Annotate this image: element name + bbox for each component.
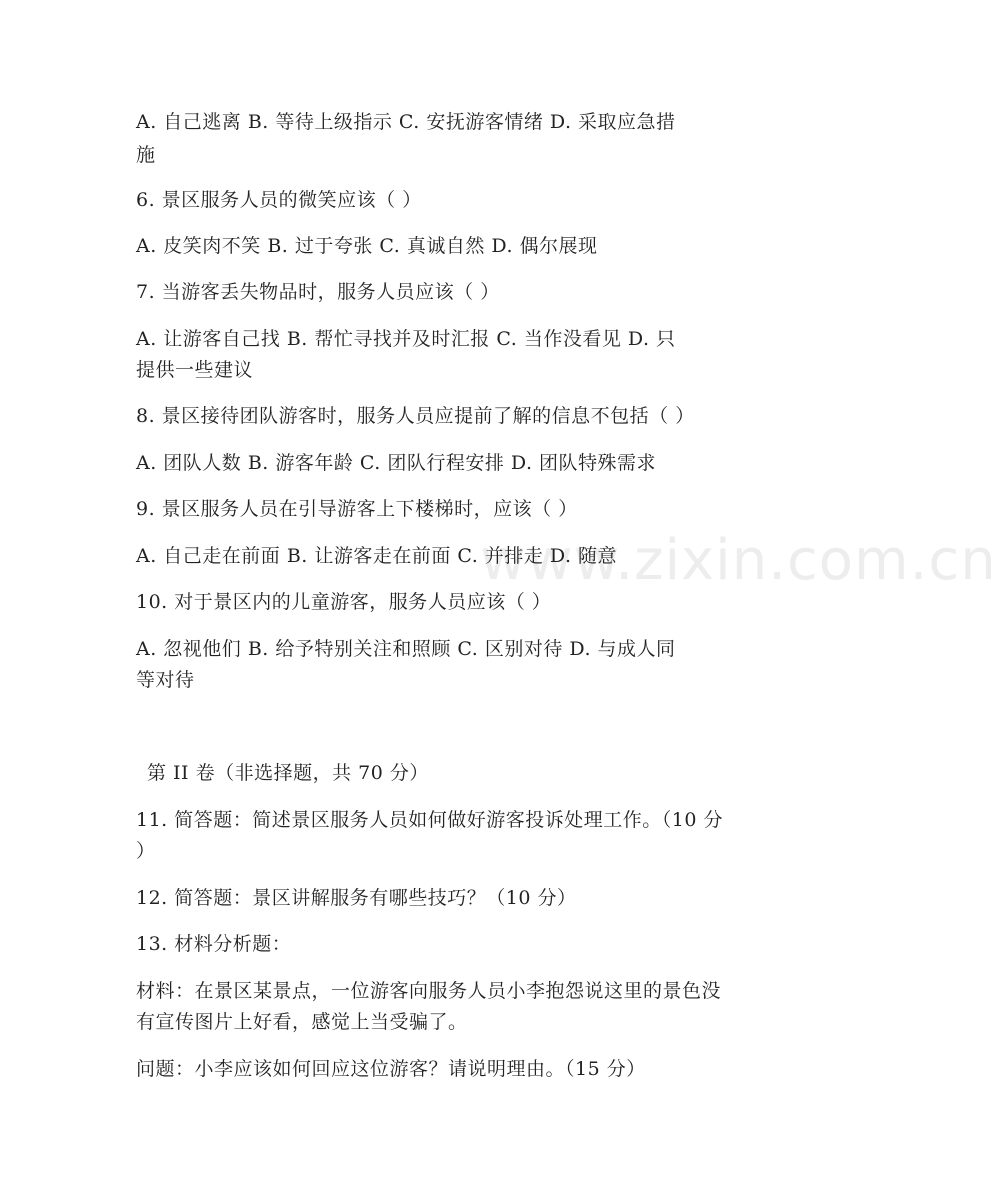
- watermark: www.zixin.com.cn: [480, 528, 997, 593]
- q11-question-line-2: ）: [136, 840, 156, 862]
- q10-options-line-2: 等对待: [136, 669, 195, 691]
- q5-options-line-2: 施: [136, 144, 156, 166]
- q7-question: 7. 当游客丢失物品时，服务人员应该（ ）: [136, 281, 500, 303]
- q10-options-line-1: A. 忽视他们 B. 给予特别关注和照顾 C. 区别对待 D. 与成人同: [136, 638, 676, 660]
- q13-question: 13. 材料分析题：: [136, 933, 292, 955]
- q13-material-line-1: 材料：在景区某景点，一位游客向服务人员小李抱怨说这里的景色没: [136, 980, 722, 1002]
- section-title: 第 II 卷（非选择题，共 70 分）: [147, 762, 429, 784]
- q6-question: 6. 景区服务人员的微笑应该（ ）: [136, 189, 422, 211]
- q11-question-line-1: 11. 简答题：简述景区服务人员如何做好游客投诉处理工作。（10 分: [136, 809, 723, 831]
- q9-options: A. 自己走在前面 B. 让游客走在前面 C. 并排走 D. 随意: [136, 545, 618, 567]
- q7-options-line-2: 提供一些建议: [136, 359, 254, 381]
- q13-problem: 问题：小李应该如何回应这位游客？请说明理由。（15 分）: [136, 1058, 646, 1080]
- q12-question: 12. 简答题：景区讲解服务有哪些技巧？（10 分）: [136, 887, 577, 909]
- q5-options-line-1: A. 自己逃离 B. 等待上级指示 C. 安抚游客情绪 D. 采取应急措: [136, 111, 676, 133]
- q6-options: A. 皮笑肉不笑 B. 过于夸张 C. 真诚自然 D. 偶尔展现: [136, 235, 598, 257]
- q9-question: 9. 景区服务人员在引导游客上下楼梯时，应该（ ）: [136, 498, 578, 520]
- q10-question: 10. 对于景区内的儿童游客，服务人员应该（ ）: [136, 591, 552, 613]
- q13-material-line-2: 有宣传图片上好看，感觉上当受骗了。: [136, 1011, 468, 1033]
- q7-options-line-1: A. 让游客自己找 B. 帮忙寻找并及时汇报 C. 当作没看见 D. 只: [136, 328, 676, 350]
- q8-options: A. 团队人数 B. 游客年龄 C. 团队行程安排 D. 团队特殊需求: [136, 452, 657, 474]
- q8-question: 8. 景区接待团队游客时，服务人员应提前了解的信息不包括（ ）: [136, 405, 695, 427]
